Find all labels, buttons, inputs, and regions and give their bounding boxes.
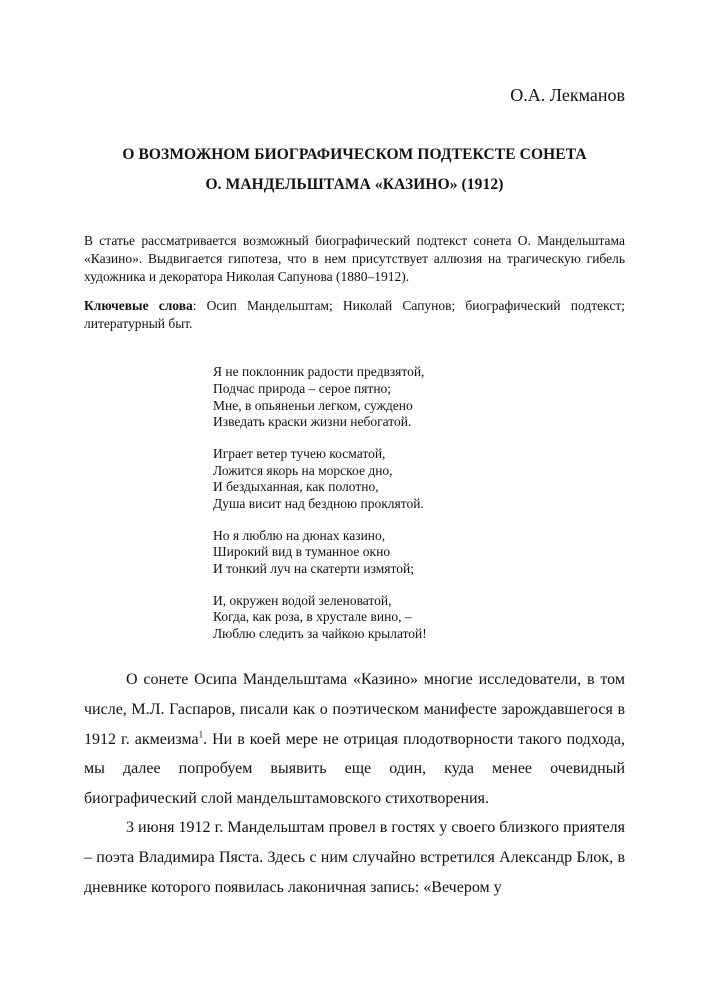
author-name: О.А. Лекманов: [510, 85, 625, 105]
abstract: В статье рассматривается возможный биографический подтекст сонета О. Мандельштама «Казино». Выдвигается гипотеза, что в нем присутствует аллюзия на трагическую гибель художника и декоратора Николая Сапунова (1880–1912).: [84, 233, 625, 284]
article-title-line-1: О ВОЗМОЖНОМ БИОГРАФИЧЕСКОМ ПОДТЕКСТЕ СОНЕТА: [122, 146, 587, 163]
poem-epigraph: [213, 364, 427, 658]
body-paragraph-text: 3 июня 1912 г. Мандельштам провел в гостях у своего близкого приятеля – поэта Владимира Пяста. Здесь с ним случайно встретился Александр Блок, в дневнике которого появилась лаконичная запись: «Вечером у: [84, 819, 625, 896]
poem-line: Широкий вид в туманное окно: [213, 544, 391, 560]
poem-line: Я не поклонник радости предвзятой,: [213, 364, 425, 379]
poem-stanza: [213, 593, 427, 643]
body-paragraph-2: [84, 813, 625, 902]
body-paragraph-1: [84, 665, 625, 814]
poem-line: И, окружен водой зеленоватой,: [213, 592, 392, 608]
keywords-label: Ключевые слова: [84, 298, 193, 313]
keywords-separator: :: [192, 298, 207, 313]
poem-line: Душа висит над бездною проклятой.: [213, 496, 424, 512]
poem-line: Мне, в опьяненьи легком, суждено: [213, 397, 413, 413]
article-title-line-2: О. МАНДЕЛЬШТАМА «КАЗИНО» (1912): [205, 176, 504, 193]
body-paragraph-text: . Ни в коей мере не отрицая плодотворности такого подхода, мы далее попробуем выявить еще один, куда менее очевидный биографический слой мандельштамовского стихотворения.: [84, 730, 625, 808]
poem-stanza: [213, 446, 427, 513]
poem-stanza: [213, 528, 427, 578]
poem-line: И бездыханная, как полотно,: [213, 479, 379, 495]
poem-line: И тонкий луч на скатерти измятой;: [213, 561, 414, 577]
poem-line: Когда, как роза, в хрустале вино, –: [213, 609, 412, 625]
keywords: [84, 297, 625, 333]
poem-stanza: [213, 364, 427, 431]
body-paragraph-text: О сонете Осипа Мандельштама «Казино» многие исследователи, в том числе, М.Л. Гаспаров, писали как о поэтическом манифесте зарождавшегося в 1912 г. акмеизма: [84, 671, 625, 748]
footnote-reference[interactable]: 1: [198, 729, 204, 740]
poem-line: Но я люблю на дюнах казино,: [213, 527, 386, 543]
poem-line: Изведать краски жизни небогатой.: [213, 414, 412, 430]
poem-line: Подчас природа – серое пятно;: [213, 380, 392, 396]
poem-line: Люблю следить за чайкою крылатой!: [213, 626, 427, 642]
keywords-text: Осип Мандельштам; Николай Сапунов; биографический подтекст; литературный быт.: [84, 298, 625, 331]
poem-line: Ложится якорь на морское дно,: [213, 462, 393, 478]
poem-line: Играет ветер тучею косматой,: [213, 445, 386, 461]
